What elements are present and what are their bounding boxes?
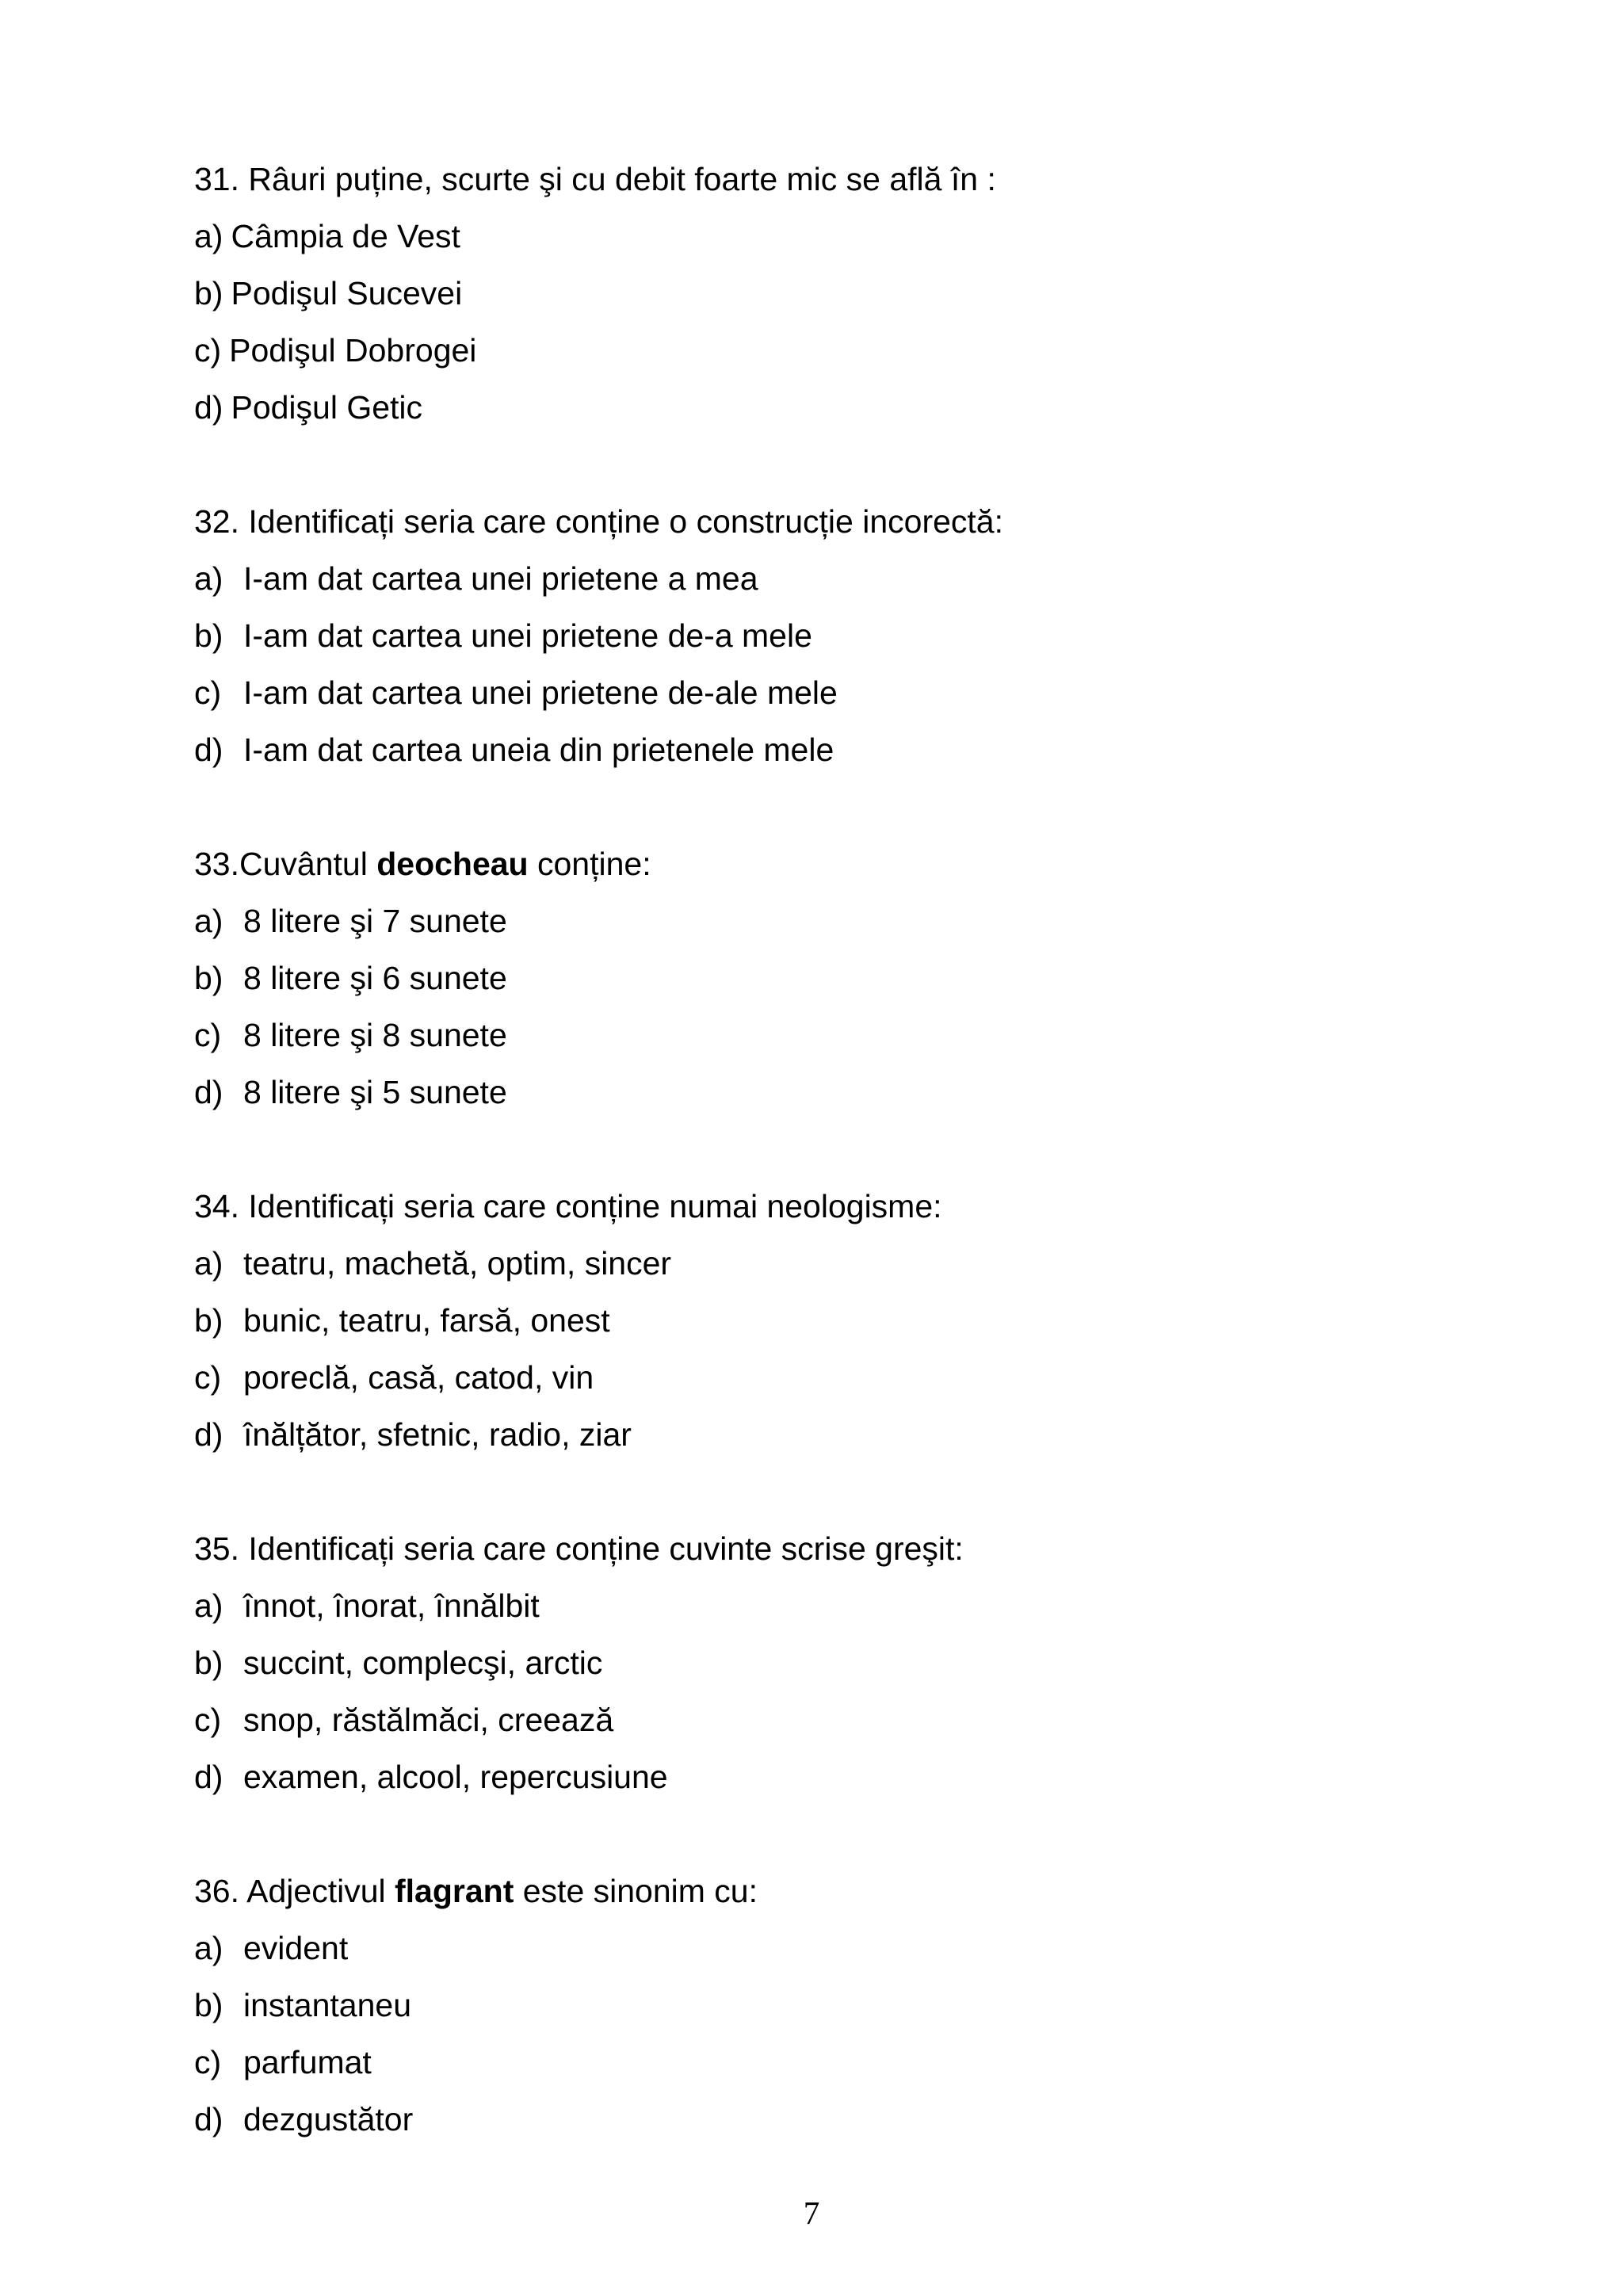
option-text: 8 litere şi 7 sunete: [243, 903, 507, 939]
option-b: [194, 1634, 1478, 1691]
question-prompt: [194, 1862, 1478, 1920]
question-number: 31.: [194, 161, 239, 197]
question-number: 36.: [194, 1873, 239, 1909]
question-33: [194, 835, 1478, 1121]
option-text: I-am dat cartea unei prietene a mea: [243, 560, 758, 597]
option-letter: a): [194, 903, 223, 939]
question-36: [194, 1862, 1478, 2148]
option-letter: a): [194, 1587, 223, 1624]
option-letter: a): [194, 1930, 223, 1966]
question-number: 33.: [194, 846, 239, 882]
option-b: [194, 265, 1478, 322]
option-a: [194, 1577, 1478, 1634]
option-d: [194, 721, 1478, 778]
option-c: [194, 1007, 1478, 1064]
option-text: Câmpia de Vest: [231, 218, 460, 254]
page-number: 7: [803, 2195, 820, 2231]
option-text: parfumat: [243, 2044, 372, 2080]
option-text: Podişul Dobrogei: [229, 332, 477, 369]
question-text-end: conține:: [528, 846, 651, 882]
option-letter: d): [194, 732, 223, 768]
option-b: [194, 1292, 1478, 1349]
option-letter: c): [194, 1017, 222, 1053]
option-letter: c): [194, 2044, 222, 2080]
option-text: Podişul Getic: [231, 389, 423, 426]
question-34: [194, 1178, 1478, 1463]
option-letter: c): [194, 332, 222, 369]
option-a: [194, 1235, 1478, 1292]
question-text-end: este sinonim cu:: [514, 1873, 758, 1909]
option-d: [194, 2091, 1478, 2148]
option-b: [194, 1977, 1478, 2034]
option-letter: b): [194, 1645, 223, 1681]
option-text: Podişul Sucevei: [231, 275, 463, 311]
option-letter: d): [194, 1416, 223, 1453]
option-text: snop, răstălmăci, creează: [243, 1702, 614, 1738]
option-text: evident: [243, 1930, 349, 1966]
question-number: 34.: [194, 1188, 239, 1224]
option-letter: c): [194, 1359, 222, 1396]
question-35: [194, 1520, 1478, 1805]
option-c: [194, 664, 1478, 721]
option-text: dezgustător: [243, 2101, 414, 2137]
question-prompt: [194, 835, 1478, 892]
option-letter: d): [194, 1759, 223, 1795]
option-a: [194, 1920, 1478, 1977]
option-letter: a): [194, 560, 223, 597]
option-text: I-am dat cartea unei prietene de-a mele: [243, 617, 812, 654]
option-d: [194, 379, 1478, 436]
option-b: [194, 607, 1478, 664]
option-text: bunic, teatru, farsă, onest: [243, 1302, 610, 1339]
option-c: [194, 1691, 1478, 1748]
option-text: succint, complecşi, arctic: [243, 1645, 603, 1681]
option-b: [194, 949, 1478, 1007]
question-text: Identificați seria care conține cuvinte scrise greşit:: [239, 1530, 964, 1567]
question-prompt: [194, 1520, 1478, 1577]
question-text: Identificați seria care conține o construcție incorectă:: [239, 503, 1003, 540]
question-32: [194, 493, 1478, 778]
question-keyword: flagrant: [395, 1873, 514, 1909]
option-a: [194, 208, 1478, 265]
question-prompt: [194, 151, 1478, 208]
option-letter: b): [194, 275, 223, 311]
option-a: [194, 550, 1478, 607]
question-31: [194, 151, 1478, 436]
option-a: [194, 892, 1478, 949]
option-letter: b): [194, 960, 223, 996]
option-text: examen, alcool, repercusiune: [243, 1759, 668, 1795]
option-text: I-am dat cartea uneia din prietenele mele: [243, 732, 834, 768]
option-letter: b): [194, 1302, 223, 1339]
option-letter: d): [194, 2101, 223, 2137]
question-text: Adjectivul: [239, 1873, 395, 1909]
question-number: 35.: [194, 1530, 239, 1567]
option-c: [194, 2034, 1478, 2091]
option-d: [194, 1748, 1478, 1805]
option-text: 8 litere şi 6 sunete: [243, 960, 507, 996]
option-text: poreclă, casă, catod, vin: [243, 1359, 594, 1396]
question-prompt: [194, 1178, 1478, 1235]
question-text: Râuri puține, scurte şi cu debit foarte mic se află în :: [239, 161, 996, 197]
question-number: 32.: [194, 503, 239, 540]
question-keyword: deocheau: [376, 846, 529, 882]
option-letter: d): [194, 1074, 223, 1110]
option-letter: a): [194, 1245, 223, 1282]
question-text: Identificați seria care conține numai neologisme:: [239, 1188, 942, 1224]
option-text: înălțător, sfetnic, radio, ziar: [243, 1416, 632, 1453]
option-text: 8 litere şi 5 sunete: [243, 1074, 507, 1110]
option-d: [194, 1064, 1478, 1121]
option-text: 8 litere şi 8 sunete: [243, 1017, 507, 1053]
document-body: [194, 151, 1478, 2148]
question-text: Cuvântul: [239, 846, 377, 882]
option-letter: d): [194, 389, 223, 426]
option-letter: c): [194, 1702, 222, 1738]
option-d: [194, 1406, 1478, 1463]
option-letter: b): [194, 617, 223, 654]
option-text: I-am dat cartea unei prietene de-ale mele: [243, 674, 838, 711]
option-c: [194, 1349, 1478, 1406]
option-text: înnot, înorat, înnălbit: [243, 1587, 540, 1624]
option-text: instantaneu: [243, 1987, 412, 2023]
option-c: [194, 322, 1478, 379]
question-prompt: [194, 493, 1478, 550]
option-text: teatru, machetă, optim, sincer: [243, 1245, 672, 1282]
option-letter: b): [194, 1987, 223, 2023]
option-letter: a): [194, 218, 223, 254]
option-letter: c): [194, 674, 222, 711]
